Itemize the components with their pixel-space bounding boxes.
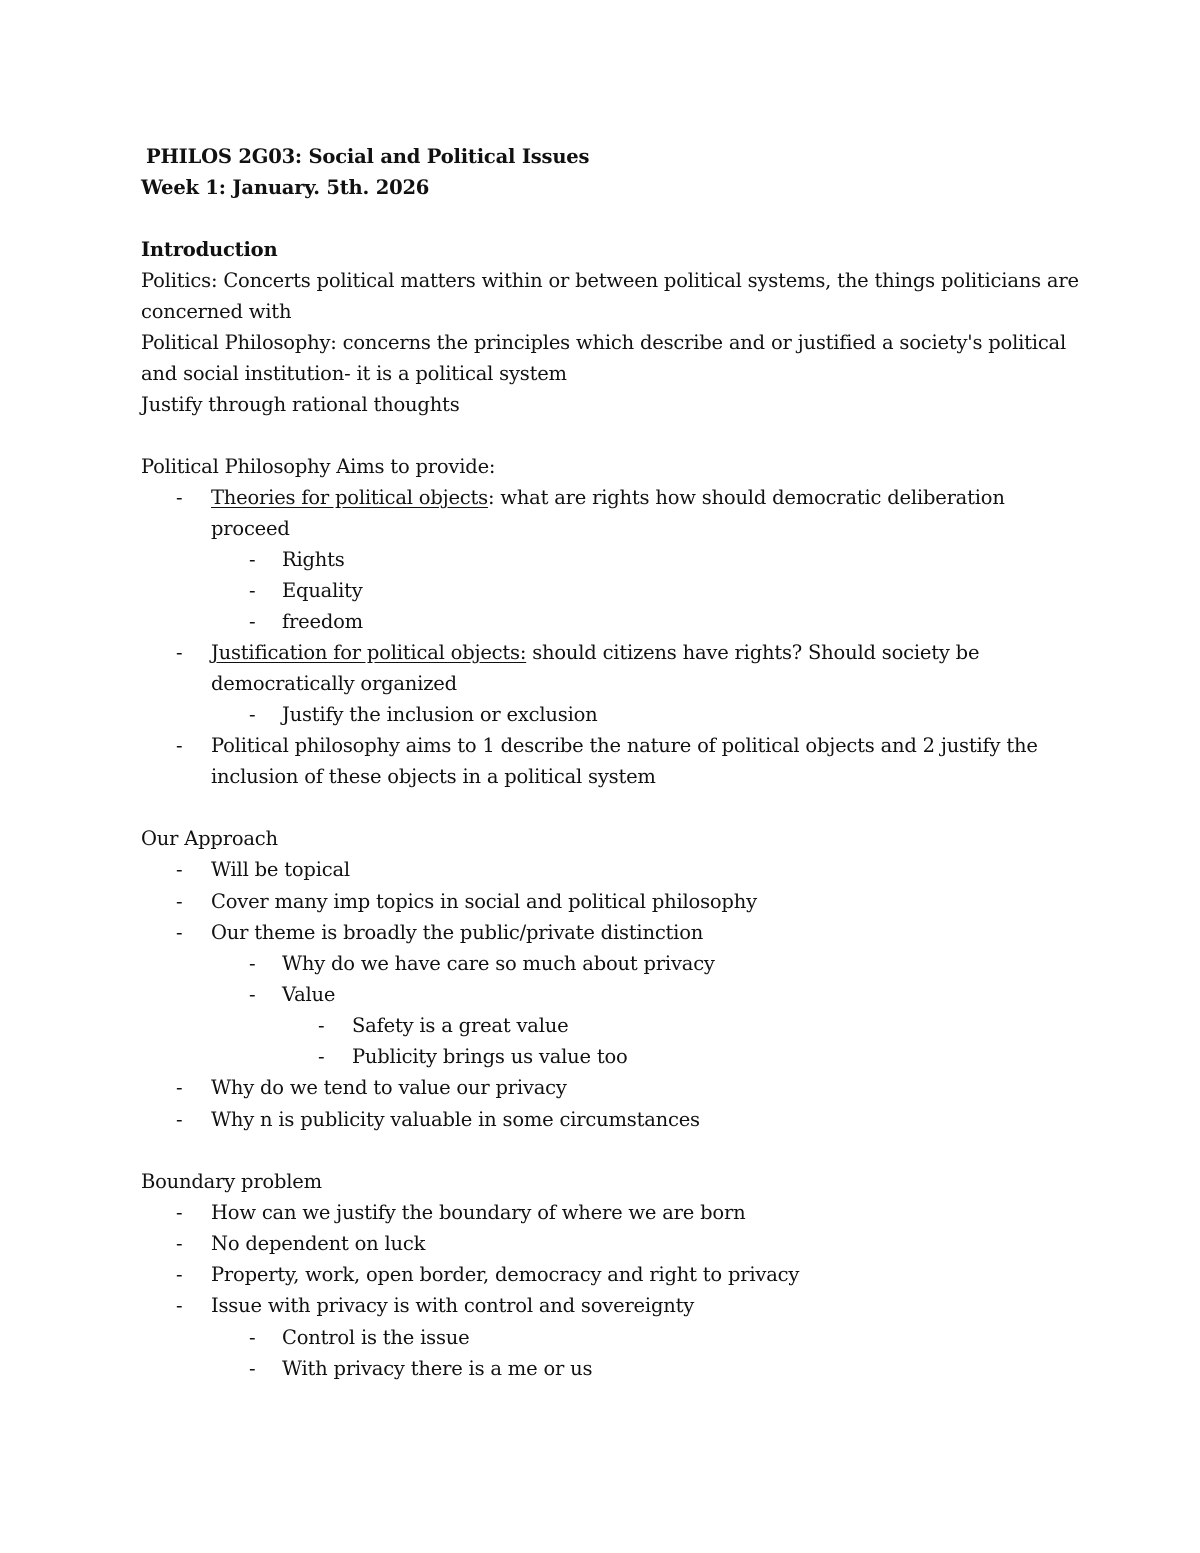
term-justification: Justification for political objects: (211, 641, 527, 664)
bullet-dash: - (249, 983, 256, 1006)
section-heading-approach: Our Approach (141, 827, 278, 850)
bullet-dash: - (176, 1076, 183, 1099)
bullet-dash: - (318, 1014, 325, 1037)
list-item: Rights (282, 548, 345, 571)
list-item: freedom (282, 610, 363, 633)
list-item: Justify the inclusion or exclusion (282, 703, 598, 726)
term-theories: Theories for political objects (211, 486, 488, 509)
section-heading-aims: Political Philosophy Aims to provide: (141, 455, 496, 478)
term-theories-desc: : what are rights how should democratic deliberation (487, 486, 1005, 509)
bullet-dash: - (176, 1201, 183, 1224)
list-item-cont: inclusion of these objects in a political system (211, 765, 656, 788)
section-heading-boundary: Boundary problem (141, 1170, 322, 1193)
bullet-dash: - (176, 1263, 183, 1286)
list-item: Our theme is broadly the public/private distinction (211, 921, 704, 944)
list-item: Why n is publicity valuable in some circumstances (211, 1108, 700, 1131)
bullet-dash: - (176, 486, 183, 509)
bullet-dash: - (176, 890, 183, 913)
list-item: Why do we tend to value our privacy (211, 1076, 567, 1099)
list-item: Safety is a great value (352, 1014, 569, 1037)
politics-definition-cont: concerned with (141, 300, 292, 323)
list-item: Issue with privacy is with control and sovereignty (211, 1294, 695, 1317)
list-item-cont: proceed (211, 517, 290, 540)
bullet-dash: - (318, 1045, 325, 1068)
list-item: How can we justify the boundary of where we are born (211, 1201, 746, 1224)
politics-definition: Politics: Concerts political matters within or between political systems, the things politicians are (141, 269, 1079, 292)
list-item: Why do we have care so much about privacy (282, 952, 715, 975)
list-item: No dependent on luck (211, 1232, 426, 1255)
course-title: PHILOS 2G03: Social and Political Issues (146, 145, 590, 168)
bullet-dash: - (249, 703, 256, 726)
list-item: Value (282, 983, 336, 1006)
list-item: Equality (282, 579, 363, 602)
list-item: Publicity brings us value too (352, 1045, 628, 1068)
political-philosophy-definition-cont: and social institution- it is a political system (141, 362, 567, 385)
list-item: Political philosophy aims to 1 describe the nature of political objects and 2 justify the (211, 734, 1038, 757)
section-heading-introduction: Introduction (141, 238, 278, 261)
bullet-dash: - (249, 1357, 256, 1380)
list-item: Property, work, open border, democracy and right to privacy (211, 1263, 800, 1286)
bullet-dash: - (249, 548, 256, 571)
list-item (211, 486, 1005, 510)
list-item: With privacy there is a me or us (282, 1357, 593, 1380)
justify-note: Justify through rational thoughts (141, 393, 460, 416)
bullet-dash: - (249, 1326, 256, 1349)
bullet-dash: - (249, 610, 256, 633)
list-item (211, 641, 979, 665)
bullet-dash: - (176, 858, 183, 881)
list-item-cont: democratically organized (211, 672, 457, 695)
bullet-dash: - (176, 1232, 183, 1255)
bullet-dash: - (176, 921, 183, 944)
political-philosophy-definition: Political Philosophy: concerns the principles which describe and or justified a society's political (141, 331, 1067, 354)
list-item: Will be topical (211, 858, 350, 881)
week-date: Week 1: January. 5th. 2026 (141, 176, 430, 199)
bullet-dash: - (176, 734, 183, 757)
bullet-dash: - (249, 579, 256, 602)
list-item: Cover many imp topics in social and political philosophy (211, 890, 757, 913)
bullet-dash: - (249, 952, 256, 975)
bullet-dash: - (176, 1294, 183, 1317)
bullet-dash: - (176, 641, 183, 664)
term-justification-desc: should citizens have rights? Should society be (526, 641, 980, 664)
bullet-dash: - (176, 1108, 183, 1131)
list-item: Control is the issue (282, 1326, 470, 1349)
